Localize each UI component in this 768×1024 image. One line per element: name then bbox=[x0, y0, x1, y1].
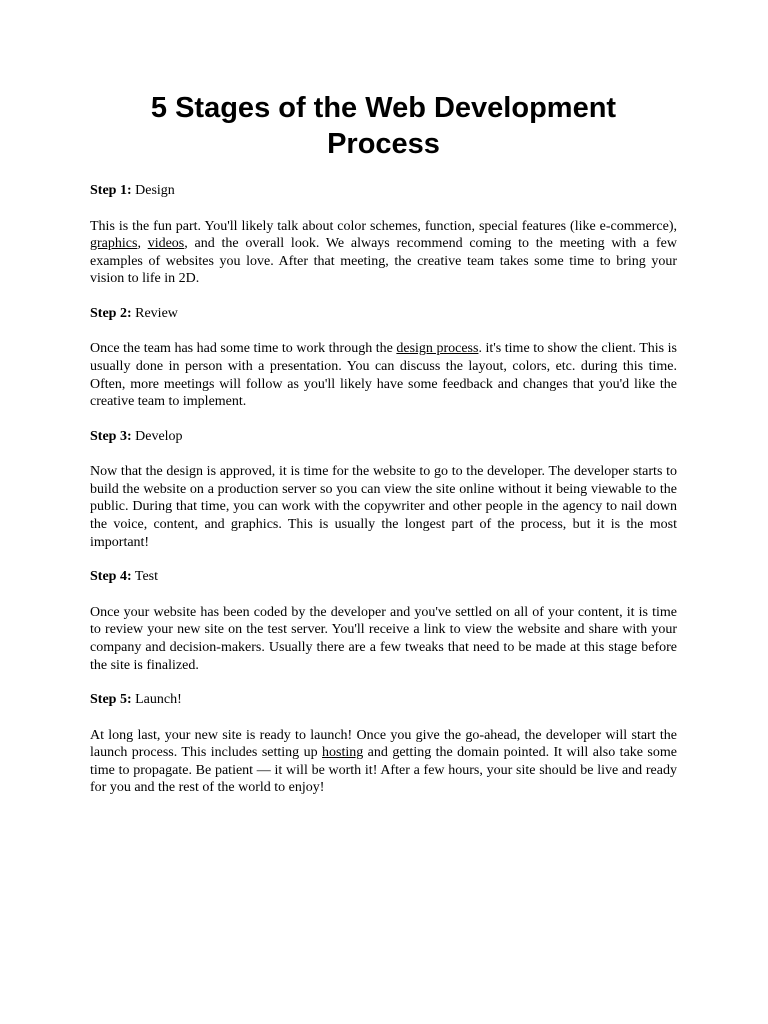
step-2-body bbox=[90, 340, 677, 410]
step-1-name: Design bbox=[135, 183, 175, 198]
step-5-text: and getting the domain pointed. It will also take some time to propagate. Be patient — it will be worth it! After a few hours, your site should be live and ready for you and the rest of the world to enjoy! bbox=[90, 745, 677, 796]
step-3-heading bbox=[90, 428, 677, 446]
step-1-text: , and the overall look. We always recommend coming to the meeting with a few examples of websites you love. After that meeting, the creative team takes some time to bring your vision to life in 2D. bbox=[90, 236, 677, 287]
step-2-heading bbox=[90, 305, 677, 323]
step-5-text: At long last, your new site is ready to launch! Once you give the go-ahead, the developer will start the launch process. This includes setting up bbox=[90, 727, 677, 761]
hosting-link[interactable]: hosting bbox=[322, 745, 364, 761]
step-3-body: Now that the design is approved, it is time for the website to go to the developer. The developer starts to build the website on a production server so you can view the site online without it being viewable to the public. During that time, you can work with the copywriter and other people in the agency to nail down the voice, content, and graphics. This is usually the longest part of the process, but it is the most important! bbox=[90, 464, 677, 550]
step-1-body bbox=[90, 218, 677, 288]
step-2-label: Step 2: bbox=[90, 305, 132, 321]
step-4-name: Test bbox=[134, 569, 159, 585]
step-1-label: Step 1: bbox=[90, 183, 132, 198]
step-4-heading bbox=[90, 568, 677, 586]
step-4-body: Once your website has been coded by the developer and you've settled on all of your content, it is time to review your new site on the test server. You'll receive a link to view the website and share with your company and decision-makers. Usually there are a few tweaks that need to be made at this stage before the site is finalized. bbox=[90, 604, 677, 673]
document-title: 5 Stages of the Web Development Process bbox=[150, 92, 617, 160]
step-4-label: Step 4: bbox=[90, 569, 132, 585]
step-5-body bbox=[90, 727, 677, 797]
step-2-text: . it's time to show the client. This is usually done in person with a presentation. You can discuss the layout, colors, etc. during this time. Often, more meetings will follow as you'll likely have some feedback and changes that you'd like the creative team to implement. bbox=[90, 341, 677, 410]
step-2-text: Once the team has had some time to work through the bbox=[90, 341, 397, 357]
step-1-heading bbox=[90, 182, 677, 200]
design-process-link[interactable]: design process bbox=[396, 341, 479, 357]
step-3-name: Develop bbox=[135, 428, 183, 444]
graphics-link[interactable]: graphics bbox=[90, 236, 138, 252]
step-1-text: , bbox=[137, 236, 148, 252]
step-5-heading bbox=[90, 691, 677, 709]
step-1-text: This is the fun part. You'll likely talk about color schemes, function, special features (like e-commerce), bbox=[90, 218, 677, 234]
step-5-name: Launch! bbox=[135, 692, 182, 708]
videos-link[interactable]: videos bbox=[147, 236, 185, 252]
document-page bbox=[90, 90, 677, 814]
step-3-label: Step 3: bbox=[90, 428, 132, 444]
step-2-name: Review bbox=[135, 305, 178, 321]
step-5-label: Step 5: bbox=[90, 692, 132, 708]
